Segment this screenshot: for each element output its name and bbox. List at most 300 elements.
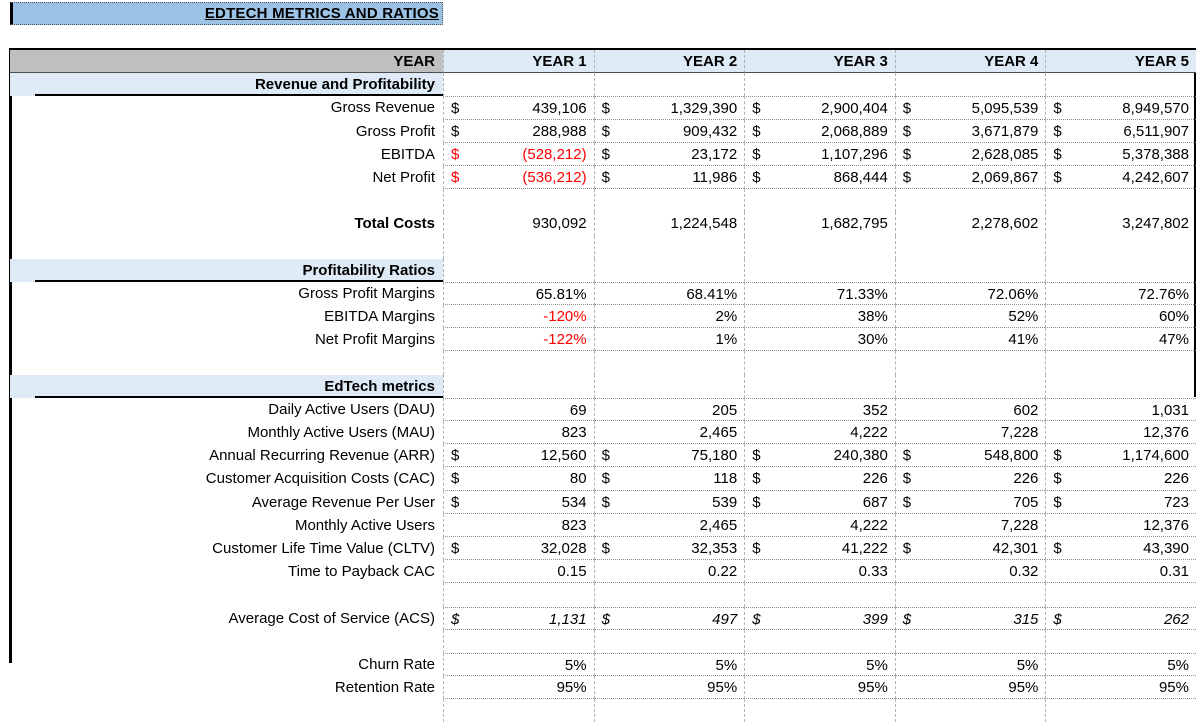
year-header-cell[interactable] — [10, 50, 443, 73]
value-cell[interactable] — [443, 630, 594, 653]
value-cell[interactable] — [594, 305, 745, 328]
row-label-cell[interactable] — [10, 398, 443, 421]
value-cell[interactable] — [594, 236, 745, 259]
currency-symbol: $ — [902, 100, 912, 118]
cell-value: 240,380 — [833, 447, 888, 465]
value-cell[interactable] — [744, 351, 895, 374]
cell-value: 52% — [1008, 308, 1039, 326]
cell-value: 4,222 — [850, 424, 888, 441]
value-cell[interactable] — [895, 166, 1046, 189]
row-label: Monthly Active Users (MAU) — [247, 424, 435, 441]
cell-value: 534 — [561, 493, 587, 511]
cell-value: 823 — [561, 424, 587, 441]
currency-symbol: $ — [752, 447, 761, 465]
value-cell[interactable] — [744, 282, 895, 305]
row-label: Customer Acquisition Costs (CAC) — [205, 470, 435, 488]
cell-value: 1,107,296 — [821, 145, 888, 163]
cell-value: 80 — [569, 470, 587, 488]
value-cell[interactable] — [443, 236, 594, 259]
row-label: EdTech metrics — [324, 377, 435, 395]
value-cell[interactable] — [895, 236, 1046, 259]
value-cell[interactable] — [744, 514, 895, 537]
value-cell[interactable] — [1045, 537, 1196, 560]
cell-value: 42,301 — [992, 539, 1039, 557]
row-label-cell[interactable] — [10, 421, 443, 444]
value-cell[interactable] — [443, 699, 594, 722]
value-cell[interactable] — [1045, 328, 1196, 351]
value-cell[interactable] — [1045, 444, 1196, 467]
row-label-cell[interactable] — [10, 351, 443, 374]
cell-value: -122% — [543, 331, 587, 349]
value-cell[interactable] — [594, 607, 745, 630]
currency-symbol: $ — [451, 539, 460, 557]
value-cell[interactable] — [744, 143, 895, 166]
year-column-header[interactable] — [443, 50, 594, 73]
row-label-cell[interactable] — [10, 467, 443, 490]
value-cell[interactable] — [1045, 630, 1196, 653]
row-label: Total Costs — [354, 215, 435, 233]
value-cell[interactable] — [744, 583, 895, 606]
value-cell[interactable] — [895, 398, 1046, 421]
value-cell[interactable] — [744, 236, 895, 259]
row-label-cell[interactable] — [10, 328, 443, 351]
row-label-cell[interactable] — [10, 514, 443, 537]
value-cell[interactable] — [1045, 398, 1196, 421]
value-cell[interactable] — [594, 653, 745, 676]
row-label-cell[interactable] — [10, 491, 443, 514]
value-cell[interactable] — [594, 444, 745, 467]
cell-value: 909,432 — [682, 122, 738, 140]
row-label-cell[interactable] — [10, 630, 443, 653]
value-cell[interactable] — [744, 73, 895, 96]
cell-value: 1% — [715, 331, 738, 349]
spacer-row — [10, 630, 1196, 653]
currency-symbol: $ — [902, 493, 912, 511]
row-label: Net Profit — [372, 168, 435, 186]
cell-value: 72.06% — [987, 285, 1039, 303]
cell-value: 352 — [862, 401, 888, 419]
value-cell[interactable] — [443, 421, 594, 444]
value-cell[interactable] — [594, 96, 745, 119]
data-row — [10, 305, 1196, 328]
row-label: Gross Revenue — [330, 99, 435, 117]
row-label-cell[interactable] — [10, 444, 443, 467]
value-cell[interactable] — [895, 375, 1046, 398]
value-cell[interactable] — [744, 398, 895, 421]
value-cell[interactable] — [443, 143, 594, 166]
cell-value: 226 — [862, 470, 888, 488]
value-cell[interactable] — [1045, 73, 1196, 96]
row-label: Gross Profit Margins — [298, 284, 435, 302]
value-cell[interactable] — [895, 514, 1046, 537]
spacer-row — [10, 189, 1196, 212]
value-cell[interactable] — [744, 699, 895, 722]
cell-value: 95% — [707, 679, 738, 697]
value-cell[interactable] — [594, 73, 745, 96]
row-label-cell[interactable] — [10, 305, 443, 328]
year-column-header[interactable] — [895, 50, 1046, 73]
value-cell[interactable] — [443, 259, 594, 282]
year-column-header[interactable] — [594, 50, 745, 73]
row-label-cell[interactable] — [10, 676, 443, 699]
cell-value: 95% — [556, 679, 587, 697]
value-cell[interactable] — [895, 351, 1046, 374]
cell-value: 32,028 — [540, 539, 587, 557]
value-cell[interactable] — [594, 583, 745, 606]
value-cell[interactable] — [895, 73, 1046, 96]
value-cell[interactable] — [443, 73, 594, 96]
row-label-cell[interactable] — [10, 236, 443, 259]
cell-value: 4,242,607 — [1122, 168, 1189, 186]
row-label-cell[interactable] — [10, 212, 443, 235]
value-cell[interactable] — [443, 351, 594, 374]
currency-symbol: $ — [752, 100, 761, 118]
value-cell[interactable] — [1045, 653, 1196, 676]
cell-value: 399 — [862, 610, 888, 628]
cell-value: 0.22 — [707, 563, 738, 581]
cell-value: 0.15 — [557, 563, 587, 581]
value-cell[interactable] — [594, 120, 745, 143]
value-cell[interactable] — [594, 166, 745, 189]
cell-value: 1,329,390 — [670, 100, 738, 118]
data-row — [10, 96, 1196, 119]
value-cell[interactable] — [594, 212, 745, 235]
row-label-cell[interactable] — [10, 537, 443, 560]
value-cell[interactable] — [744, 375, 895, 398]
value-cell[interactable] — [744, 305, 895, 328]
year-column-header[interactable] — [744, 50, 895, 73]
currency-symbol: $ — [1053, 539, 1062, 557]
currency-symbol: $ — [1053, 470, 1062, 488]
row-label: Customer Life Time Value (CLTV) — [212, 539, 435, 557]
value-cell[interactable] — [895, 676, 1046, 699]
value-cell[interactable] — [594, 328, 745, 351]
currency-symbol: $ — [601, 122, 610, 140]
value-cell[interactable] — [443, 375, 594, 398]
cell-value: 95% — [1008, 679, 1039, 697]
value-cell[interactable] — [1045, 351, 1196, 374]
value-cell[interactable] — [895, 630, 1046, 653]
value-cell[interactable] — [443, 676, 594, 699]
cell-value: 315 — [1013, 610, 1039, 628]
cell-value: 5% — [715, 656, 738, 674]
year-header-label: YEAR — [393, 53, 435, 70]
value-cell[interactable] — [895, 96, 1046, 119]
currency-symbol: $ — [451, 470, 460, 488]
value-cell[interactable] — [895, 143, 1046, 166]
cell-value: 439,106 — [532, 100, 587, 118]
currency-symbol: $ — [601, 610, 610, 628]
row-label-cell[interactable] — [10, 699, 443, 722]
currency-symbol: $ — [601, 470, 610, 488]
section-header-cell[interactable] — [10, 375, 443, 398]
value-cell[interactable] — [1045, 305, 1196, 328]
currency-symbol: $ — [752, 610, 761, 628]
value-cell[interactable] — [895, 491, 1046, 514]
value-cell[interactable] — [594, 514, 745, 537]
cell-value: 1,682,795 — [821, 215, 888, 233]
value-cell[interactable] — [594, 537, 745, 560]
cell-value: (536,212) — [522, 168, 587, 186]
cell-value: 3,671,879 — [971, 122, 1039, 140]
value-cell[interactable] — [443, 537, 594, 560]
value-cell[interactable] — [594, 699, 745, 722]
currency-symbol: $ — [601, 493, 610, 511]
value-cell[interactable] — [443, 212, 594, 235]
cell-value: 12,376 — [1143, 516, 1189, 534]
cell-value: 2,278,602 — [971, 215, 1039, 233]
cell-value: 0.32 — [1009, 563, 1039, 581]
value-cell[interactable] — [594, 676, 745, 699]
value-cell[interactable] — [1045, 189, 1196, 212]
value-cell[interactable] — [744, 607, 895, 630]
spacer-row — [10, 236, 1196, 259]
cell-value: 2,900,404 — [821, 100, 888, 118]
currency-symbol: $ — [902, 470, 912, 488]
currency-symbol: $ — [601, 447, 610, 465]
value-cell[interactable] — [443, 607, 594, 630]
cell-value: 7,228 — [1000, 516, 1039, 534]
value-cell[interactable] — [1045, 143, 1196, 166]
value-cell[interactable] — [744, 676, 895, 699]
value-cell[interactable] — [744, 467, 895, 490]
row-label-cell[interactable] — [10, 143, 443, 166]
data-row — [10, 607, 1196, 630]
currency-symbol: $ — [451, 145, 460, 163]
data-row — [10, 143, 1196, 166]
value-cell[interactable] — [1045, 166, 1196, 189]
value-cell[interactable] — [594, 467, 745, 490]
value-cell[interactable] — [443, 491, 594, 514]
section-header-cell[interactable] — [10, 259, 443, 282]
cell-value: 226 — [1013, 470, 1039, 488]
cell-value: 1,031 — [1151, 401, 1189, 419]
value-cell[interactable] — [895, 421, 1046, 444]
value-cell[interactable] — [744, 120, 895, 143]
row-label: EBITDA Margins — [324, 308, 435, 326]
row-label-cell[interactable] — [10, 560, 443, 583]
value-cell[interactable] — [1045, 282, 1196, 305]
value-cell[interactable] — [744, 537, 895, 560]
data-row — [10, 537, 1196, 560]
value-cell[interactable] — [1045, 514, 1196, 537]
value-cell[interactable] — [895, 583, 1046, 606]
value-cell[interactable] — [1045, 96, 1196, 119]
metrics-spreadsheet — [10, 50, 1196, 722]
value-cell[interactable] — [895, 467, 1046, 490]
value-cell[interactable] — [594, 630, 745, 653]
data-row — [10, 212, 1196, 235]
page-title: EDTECH METRICS AND RATIOS — [204, 5, 439, 22]
value-cell[interactable] — [895, 212, 1046, 235]
currency-symbol: $ — [451, 168, 460, 186]
data-row — [10, 467, 1196, 490]
cell-value: 3,247,802 — [1122, 215, 1189, 233]
currency-symbol: $ — [1053, 447, 1062, 465]
cell-value: 30% — [857, 331, 888, 349]
value-cell[interactable] — [1045, 583, 1196, 606]
cell-value: 868,444 — [833, 168, 888, 186]
cell-value: 0.31 — [1159, 563, 1189, 581]
value-cell[interactable] — [1045, 212, 1196, 235]
value-cell[interactable] — [1045, 699, 1196, 722]
cell-value: 12,376 — [1143, 424, 1189, 441]
value-cell[interactable] — [744, 166, 895, 189]
cell-value: 41,222 — [841, 539, 888, 557]
value-cell[interactable] — [1045, 375, 1196, 398]
value-cell[interactable] — [744, 560, 895, 583]
value-cell[interactable] — [594, 282, 745, 305]
value-cell[interactable] — [594, 259, 745, 282]
row-label-cell[interactable] — [10, 120, 443, 143]
value-cell[interactable] — [895, 189, 1046, 212]
value-cell[interactable] — [895, 328, 1046, 351]
spacer-row — [10, 699, 1196, 722]
value-cell[interactable] — [443, 120, 594, 143]
section-underline — [35, 280, 443, 282]
year-column-label: YEAR 1 — [532, 53, 587, 70]
value-cell[interactable] — [895, 537, 1046, 560]
value-cell[interactable] — [744, 421, 895, 444]
value-cell[interactable] — [1045, 676, 1196, 699]
value-cell[interactable] — [443, 514, 594, 537]
year-column-label: YEAR 5 — [1134, 53, 1189, 70]
row-label-cell[interactable] — [10, 653, 443, 676]
value-cell[interactable] — [744, 189, 895, 212]
value-cell[interactable] — [895, 607, 1046, 630]
value-cell[interactable] — [443, 96, 594, 119]
value-cell[interactable] — [895, 120, 1046, 143]
value-cell[interactable] — [895, 560, 1046, 583]
value-cell[interactable] — [443, 583, 594, 606]
value-cell[interactable] — [443, 166, 594, 189]
cell-value: 5% — [1167, 656, 1189, 674]
spacer-row — [10, 583, 1196, 606]
currency-symbol: $ — [1053, 145, 1062, 163]
currency-symbol: $ — [752, 168, 761, 186]
row-label-cell[interactable] — [10, 166, 443, 189]
cell-value: 823 — [561, 516, 587, 534]
cell-value: 1,224,548 — [670, 215, 738, 233]
value-cell[interactable] — [895, 444, 1046, 467]
value-cell[interactable] — [594, 421, 745, 444]
currency-symbol: $ — [601, 100, 610, 118]
value-cell[interactable] — [443, 560, 594, 583]
cell-value: 2,465 — [699, 424, 738, 441]
value-cell[interactable] — [443, 328, 594, 351]
value-cell[interactable] — [744, 444, 895, 467]
value-cell[interactable] — [594, 375, 745, 398]
value-cell[interactable] — [443, 189, 594, 212]
cell-value: 2% — [715, 308, 738, 326]
currency-symbol: $ — [752, 122, 761, 140]
value-cell[interactable] — [895, 305, 1046, 328]
cell-value: 12,560 — [540, 447, 587, 465]
cell-value: 95% — [857, 679, 888, 697]
section-row — [10, 259, 1196, 282]
row-label-cell[interactable] — [10, 96, 443, 119]
value-cell[interactable] — [1045, 120, 1196, 143]
data-row — [10, 653, 1196, 676]
value-cell[interactable] — [895, 653, 1046, 676]
cell-value: 8,949,570 — [1122, 100, 1189, 118]
value-cell[interactable] — [744, 259, 895, 282]
currency-symbol: $ — [451, 447, 460, 465]
currency-symbol: $ — [451, 100, 460, 118]
value-cell[interactable] — [594, 143, 745, 166]
cell-value: 75,180 — [691, 447, 738, 465]
value-cell[interactable] — [744, 630, 895, 653]
value-cell[interactable] — [744, 653, 895, 676]
currency-symbol: $ — [752, 470, 761, 488]
value-cell[interactable] — [443, 305, 594, 328]
cell-value: 47% — [1158, 331, 1189, 349]
value-cell[interactable] — [744, 328, 895, 351]
value-cell[interactable] — [744, 96, 895, 119]
value-cell[interactable] — [594, 491, 745, 514]
year-column-header[interactable] — [1045, 50, 1196, 73]
section-header-cell[interactable] — [10, 73, 443, 96]
value-cell[interactable] — [443, 398, 594, 421]
row-label: Daily Active Users (DAU) — [268, 400, 435, 418]
cell-value: 1,131 — [549, 610, 587, 628]
sheet-title-cell[interactable] — [10, 2, 443, 25]
value-cell[interactable] — [744, 212, 895, 235]
row-label-cell[interactable] — [10, 189, 443, 212]
value-cell[interactable] — [1045, 236, 1196, 259]
value-cell[interactable] — [443, 467, 594, 490]
value-cell[interactable] — [1045, 467, 1196, 490]
row-label-cell[interactable] — [10, 282, 443, 305]
data-row — [10, 676, 1196, 699]
value-cell[interactable] — [1045, 607, 1196, 630]
value-cell[interactable] — [895, 699, 1046, 722]
currency-symbol: $ — [752, 539, 761, 557]
cell-value: 2,069,867 — [971, 168, 1039, 186]
value-cell[interactable] — [594, 351, 745, 374]
currency-symbol: $ — [601, 539, 610, 557]
value-cell[interactable] — [594, 398, 745, 421]
value-cell[interactable] — [1045, 560, 1196, 583]
value-cell[interactable] — [443, 444, 594, 467]
value-cell[interactable] — [1045, 259, 1196, 282]
row-label: Average Cost of Service (ACS) — [228, 609, 435, 627]
currency-symbol: $ — [601, 145, 610, 163]
data-row — [10, 328, 1196, 351]
value-cell[interactable] — [1045, 421, 1196, 444]
cell-value: 2,628,085 — [971, 145, 1039, 163]
row-label-cell[interactable] — [10, 583, 443, 606]
cell-value: 7,228 — [1000, 424, 1039, 441]
currency-symbol: $ — [902, 168, 912, 186]
value-cell[interactable] — [895, 259, 1046, 282]
value-cell[interactable] — [443, 282, 594, 305]
cell-value: 95% — [1158, 679, 1189, 697]
cell-value: 23,172 — [691, 145, 738, 163]
value-cell[interactable] — [1045, 491, 1196, 514]
data-row — [10, 491, 1196, 514]
row-label: EBITDA — [380, 145, 435, 163]
value-cell[interactable] — [594, 560, 745, 583]
data-row — [10, 166, 1196, 189]
value-cell[interactable] — [594, 189, 745, 212]
currency-symbol: $ — [1053, 610, 1062, 628]
row-label-cell[interactable] — [10, 607, 443, 630]
data-row — [10, 560, 1196, 583]
value-cell[interactable] — [895, 282, 1046, 305]
value-cell[interactable] — [744, 491, 895, 514]
value-cell[interactable] — [443, 653, 594, 676]
